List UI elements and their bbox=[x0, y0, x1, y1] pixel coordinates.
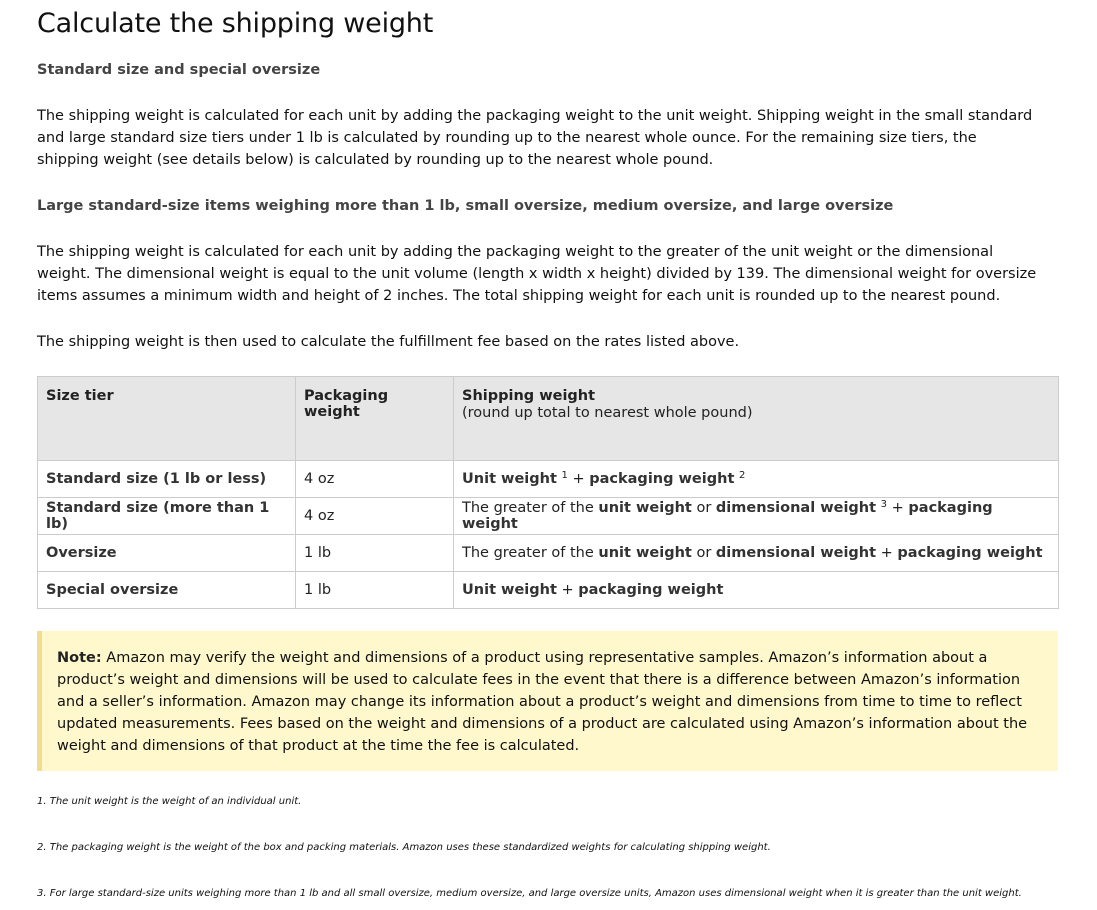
term-unit-weight: unit weight bbox=[598, 500, 692, 516]
term-packaging-weight: packaging weight bbox=[897, 545, 1043, 561]
header-packaging-weight: Packaging weight bbox=[296, 377, 454, 461]
cell-size-tier: Standard size (1 lb or less) bbox=[38, 461, 296, 498]
text-part: + bbox=[556, 582, 579, 598]
cell-packaging-weight: 4 oz bbox=[296, 498, 454, 535]
footnote-3: 3. For large standard-size units weighing more than 1 lb and all small oversize, medium oversize, and large oversize units, Amazon uses dimensional weight when it is greater than the unit weight. bbox=[37, 888, 1022, 899]
text-part: + bbox=[876, 545, 898, 561]
table-row bbox=[38, 461, 1059, 498]
cell-shipping-weight bbox=[454, 535, 1059, 572]
header-shipping-weight-sub: (round up total to nearest whole pound) bbox=[462, 405, 753, 421]
note-label: Note: bbox=[57, 650, 102, 666]
text-part: + bbox=[887, 500, 909, 516]
cell-packaging-weight: 1 lb bbox=[296, 572, 454, 609]
note-text: Amazon may verify the weight and dimensions of a product using representative samples. Amazon’s information about a product’s weight and dimensions will be used to calculate fees in the event that there is a difference between Amazon’s information and a seller’s information. Amazon may change its information about a product’s weight and dimensions from time to time to reflect updated measurements. Fees based on the weight and dimensions of a product are calculated using Amazon’s information about the weight and dimensions of that product at the time the fee is calculated. bbox=[57, 650, 1028, 754]
term-unit-weight: Unit weight bbox=[462, 582, 557, 598]
footnote-ref-3: 3 bbox=[880, 499, 888, 510]
text-part: or bbox=[691, 545, 716, 561]
table-row bbox=[38, 498, 1059, 535]
table-row bbox=[38, 572, 1059, 609]
cell-packaging-weight: 4 oz bbox=[296, 461, 454, 498]
term-unit-weight: Unit weight bbox=[462, 471, 557, 487]
cell-size-tier: Oversize bbox=[38, 535, 296, 572]
section-body-standard: The shipping weight is calculated for each unit by adding the packaging weight to the unit weight. Shipping weight in the small standard and large standard size tiers under 1 lb is calculated by rounding up to the nearest whole ounce. For the remaining size tiers, the shipping weight (see details below) is calculated by rounding up to the nearest whole pound. bbox=[37, 108, 1033, 168]
footnote-1: 1. The unit weight is the weight of an individual unit. bbox=[37, 796, 302, 807]
term-dimensional-weight: dimensional weight bbox=[715, 500, 877, 516]
term-dimensional-weight: dimensional weight bbox=[715, 545, 877, 561]
note-box bbox=[37, 631, 1058, 771]
cell-packaging-weight: 1 lb bbox=[296, 535, 454, 572]
shipping-weight-table bbox=[37, 376, 1059, 609]
header-shipping-weight-label: Shipping weight bbox=[462, 388, 596, 404]
section-heading-standard: Standard size and special oversize bbox=[37, 62, 321, 78]
section-body-large: The shipping weight is calculated for each unit by adding the packaging weight to the greater of the unit weight or the dimensional weight. The dimensional weight is equal to the unit volume (length x width x height) divided by 139. The dimensional weight for oversize items assumes a minimum width and height of 2 inches. The total shipping weight for each unit is rounded up to the nearest pound. bbox=[37, 244, 1037, 304]
rates-note: The shipping weight is then used to calculate the fulfillment fee based on the rates listed above. bbox=[37, 334, 740, 350]
footnote-ref-2: 2 bbox=[738, 470, 746, 481]
cell-shipping-weight bbox=[454, 461, 1059, 498]
cell-shipping-weight bbox=[454, 498, 1059, 535]
page-title: Calculate the shipping weight bbox=[37, 8, 434, 39]
cell-size-tier: Special oversize bbox=[38, 572, 296, 609]
cell-size-tier: Standard size (more than 1 lb) bbox=[38, 498, 296, 535]
term-unit-weight: unit weight bbox=[598, 545, 692, 561]
term-packaging-weight: packaging weight bbox=[462, 500, 993, 532]
header-shipping-weight bbox=[454, 377, 1059, 461]
header-size-tier: Size tier bbox=[38, 377, 296, 461]
term-packaging-weight: packaging weight bbox=[578, 582, 724, 598]
term-packaging-weight: packaging weight bbox=[589, 471, 735, 487]
footnote-2: 2. The packaging weight is the weight of the box and packing materials. Amazon uses these standardized weights for calculating shipping weight. bbox=[37, 842, 771, 853]
table-header-row bbox=[38, 377, 1059, 461]
footnote-ref-1: 1 bbox=[561, 470, 568, 481]
cell-shipping-weight bbox=[454, 572, 1059, 609]
text-part: The greater of the bbox=[462, 545, 599, 561]
text-part: or bbox=[691, 500, 716, 516]
text-part: + bbox=[567, 471, 590, 487]
section-heading-large: Large standard-size items weighing more than 1 lb, small oversize, medium oversize, and large oversize bbox=[37, 198, 894, 214]
text-part: The greater of the bbox=[462, 500, 599, 516]
table-row bbox=[38, 535, 1059, 572]
